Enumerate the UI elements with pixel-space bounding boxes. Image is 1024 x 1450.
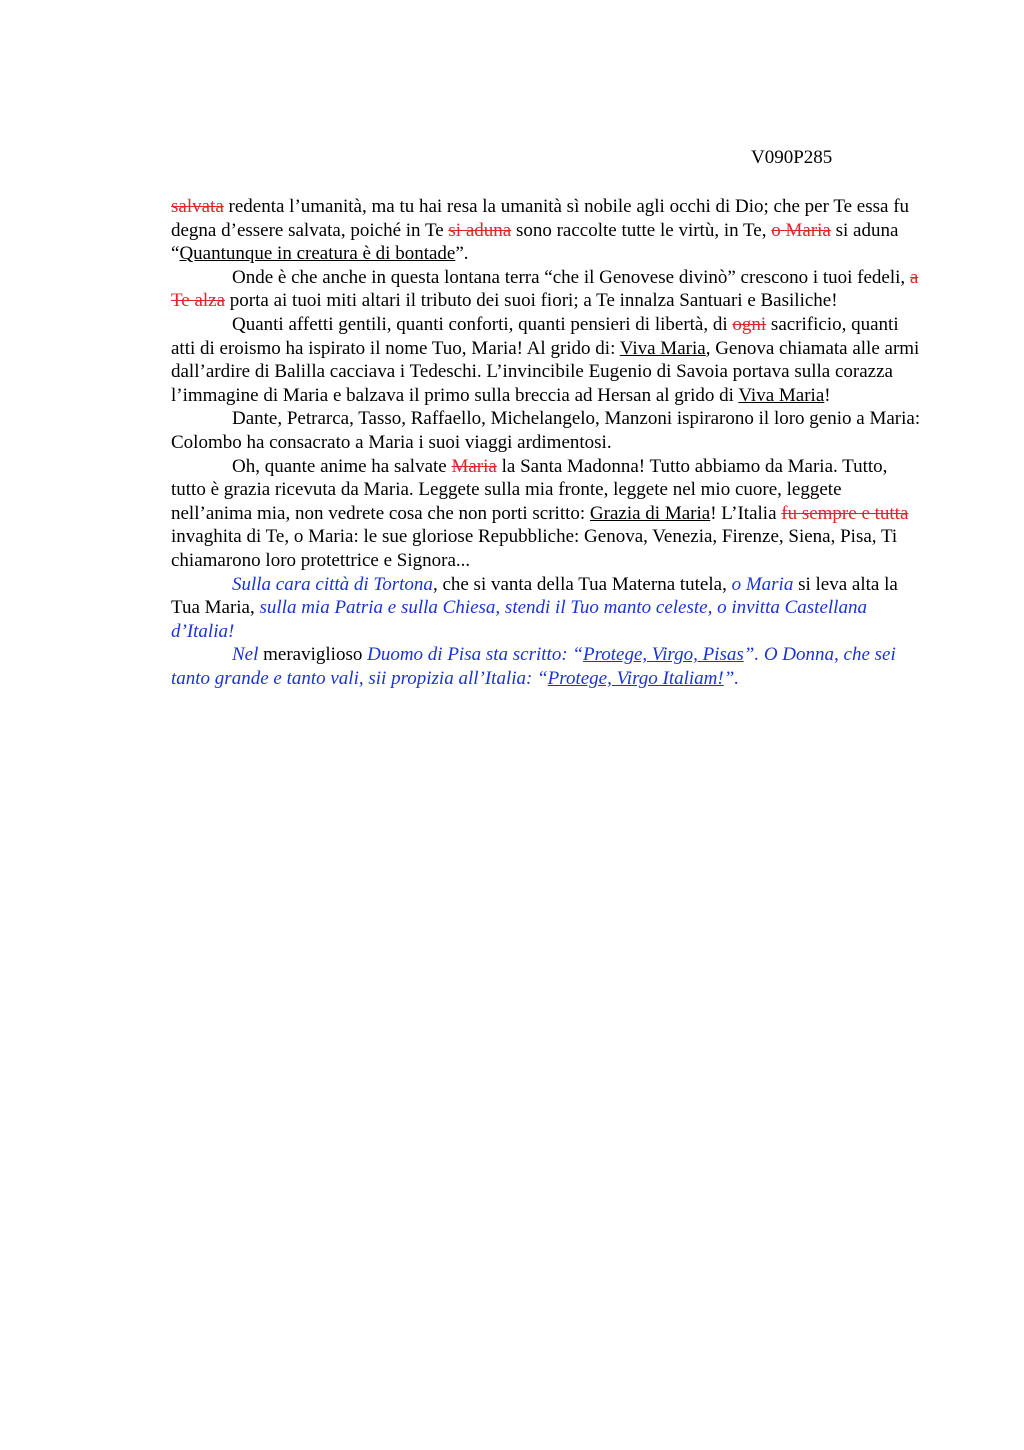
deleted-text: fu sempre e tutta — [781, 502, 909, 524]
underlined-text: Quantunque in creatura è di bontade — [179, 243, 456, 265]
inserted-text: ”. — [723, 667, 740, 689]
text-segment: , che si vanta della Tua Materna tutela, — [432, 573, 732, 595]
text-segment: invaghita di Te, o Maria: le sue gloriose Repubbliche: Genova, Venezia, Firenze, Siena, Pisa, Ti chiamarono loro protettrice e Signora... — [171, 526, 898, 571]
text-segment: ! — [824, 384, 831, 406]
inserted-text: Duomo di Pisa sta scritto: “ — [367, 644, 583, 666]
deleted-text: si aduna — [448, 219, 512, 241]
deleted-text: salvata — [171, 196, 224, 217]
deleted-text: Maria — [451, 455, 497, 477]
text-segment: Onde è che anche in questa lontana terra “che il Genovese divinò” crescono i tuoi fedeli, — [232, 266, 910, 288]
text-segment: , Genova chiamata alle armi dall’ardire di Balilla cacciava i Tedeschi. L’invincibile Eugenio di Savoia portava sulla corazza l’immagine di Maria e balzava il primo sulla breccia ad Hersan al grido di — [171, 337, 920, 406]
paragraph-2 — [171, 266, 923, 313]
text-segment: Oh, quante anime ha salvate — [232, 455, 452, 477]
paragraph-5 — [171, 455, 923, 573]
page-identifier: V090P285 — [751, 147, 833, 168]
text-segment: Quanti affetti gentili, quanti conforti, quanti pensieri di libertà, di — [232, 313, 733, 335]
text-segment: la Santa Madonna! Tutto abbiamo da Maria. Tutto, tutto è grazia ricevuta da Maria. Leggete sulla mia fronte, leggete nel mio cuore, leggete nell’anima mia, non vedrete cosa che non porti scritto: — [171, 455, 888, 524]
text-segment: ”. — [455, 243, 469, 265]
paragraph-4 — [171, 407, 923, 454]
inserted-text: Nel — [232, 644, 259, 666]
text-segment: si leva alta la Tua Maria, — [171, 573, 898, 619]
underlined-text: Viva Maria — [738, 384, 825, 406]
text-segment: meraviglioso — [258, 644, 368, 666]
text-segment: si aduna “ — [171, 219, 899, 265]
text-segment: Dante, Petrarca, Tasso, Raffaello, Michelangelo, Manzoni ispirarono il loro genio a Maria: Colombo ha consacrato a Maria i suoi viaggi ardimentosi. — [171, 408, 921, 453]
deleted-text: a Te alza — [171, 266, 919, 312]
inserted-text: Sulla cara città di Tortona — [232, 573, 433, 595]
underlined-text: Grazia di Maria — [589, 502, 711, 524]
text-segment: ! L’Italia — [710, 502, 782, 524]
inserted-text: Protege, Virgo, Pisas — [582, 644, 744, 666]
paragraph-1 — [171, 195, 923, 266]
text-segment: sacrificio, quanti atti di eroismo ha ispirato il nome Tuo, Maria! Al grido di: — [171, 313, 899, 359]
underlined-text: Viva Maria — [619, 337, 706, 359]
paragraph-3 — [171, 313, 923, 407]
inserted-text: ”. O Donna, che sei tanto grande e tanto vali, sii propizia all’Italia: “ — [171, 644, 896, 689]
paragraph-6 — [171, 573, 923, 644]
inserted-text: Protege, Virgo Italiam! — [547, 667, 724, 689]
text-segment: redenta l’umanità, ma tu hai resa la umanità sì nobile agli occhi di Dio; che per Te essa fu degna d’essere salvata, poiché in Te — [171, 196, 910, 241]
document-body — [171, 195, 923, 690]
inserted-text: o Maria — [731, 573, 794, 595]
deleted-text: o Maria — [771, 219, 831, 241]
paragraph-7 — [171, 643, 923, 690]
text-segment: porta ai tuoi miti altari il tributo dei suoi fiori; a Te innalza Santuari e Basiliche! — [225, 290, 838, 312]
deleted-text: ogni — [732, 313, 767, 335]
inserted-text: sulla mia Patria e sulla Chiesa, stendi il Tuo manto celeste, o invitta Castellana d’Italia! — [171, 597, 867, 642]
text-segment: sono raccolte tutte le virtù, in Te, — [511, 219, 772, 241]
